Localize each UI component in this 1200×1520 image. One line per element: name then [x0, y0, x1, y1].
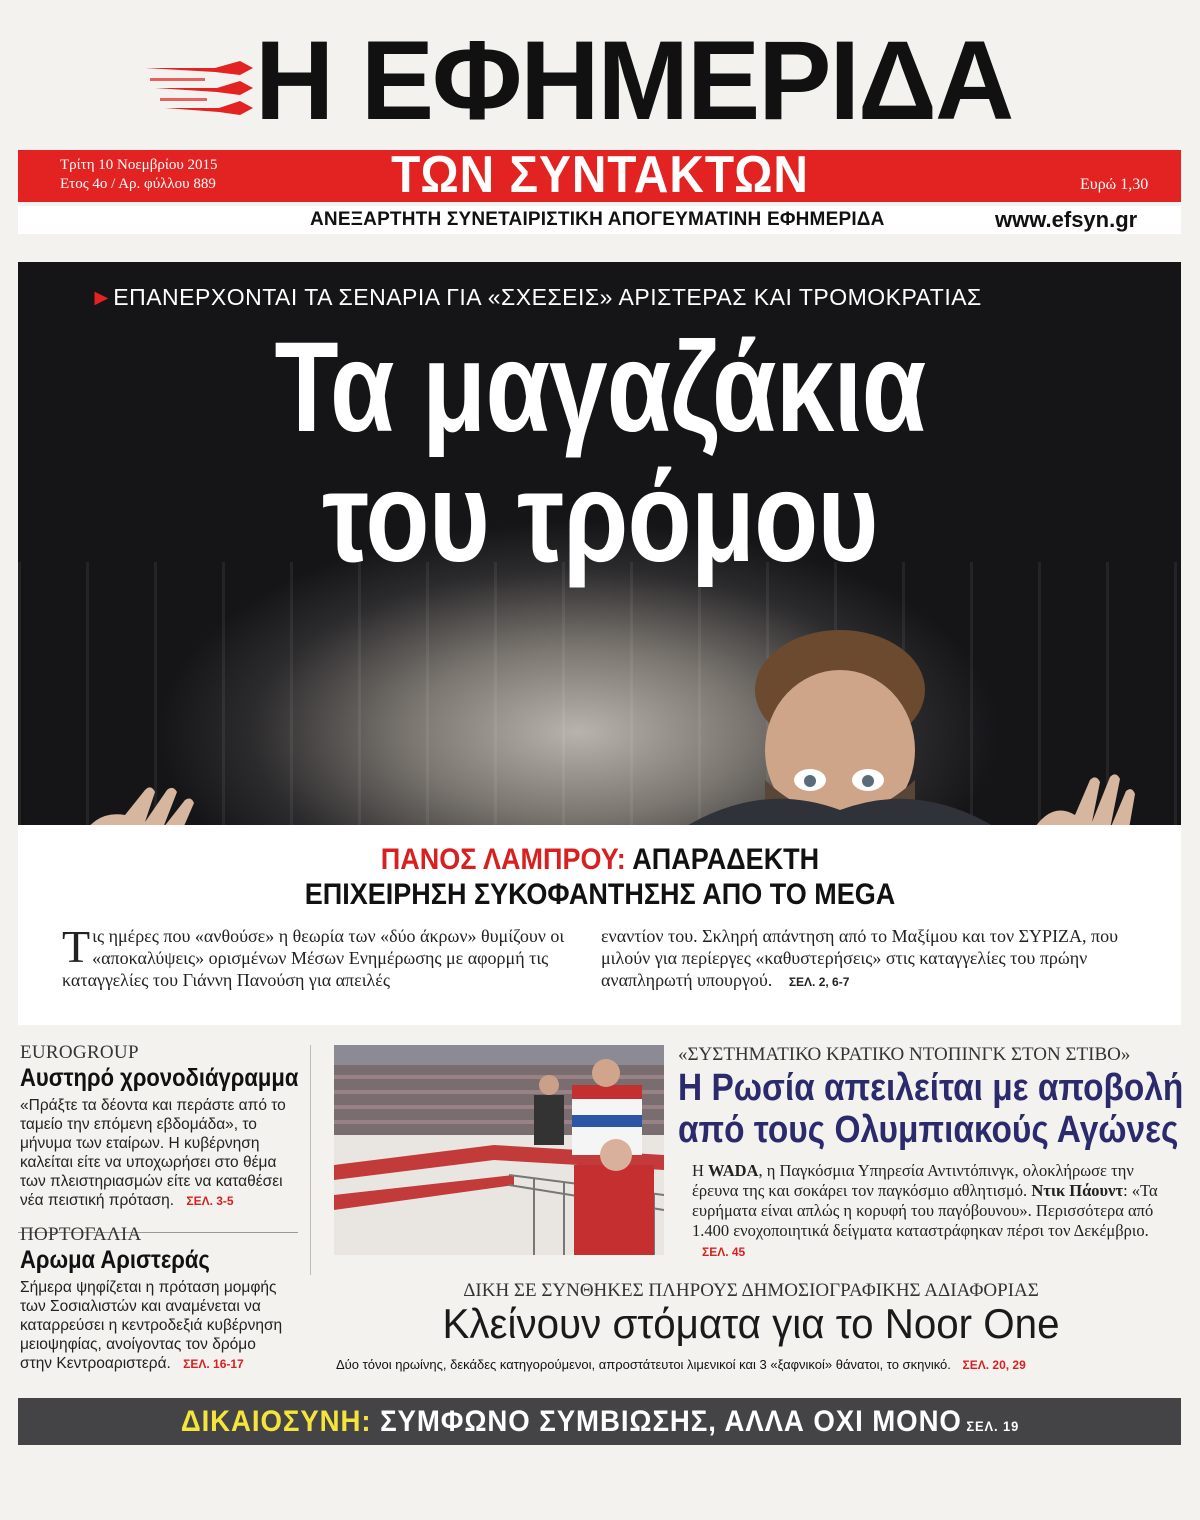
russia-headline-line1: Η Ρωσία απειλείται με αποβολή	[678, 1067, 1184, 1109]
newspaper-title: Η ΕΦΗΜΕΡΙΔΑ	[255, 18, 1013, 143]
arrow-icon: ►	[90, 284, 114, 310]
lead-kicker-text: ΕΠΑΝΕΡΧΟΝΤΑΙ ΤΑ ΣΕΝΑΡΙΑ ΓΙΑ «ΣΧΕΣΕΙΣ» ΑΡΙΣΤΕΡΑΣ ΚΑΙ ΤΡΟΜΟΚΡΑΤΙΑΣ	[113, 284, 982, 310]
lead-headline-line1: Τα μαγαζάκια	[274, 316, 926, 459]
issue-date: Τρίτη 10 Νοεμβρίου 2015	[60, 157, 218, 173]
peeking-man-illustration	[600, 630, 1160, 850]
lead-text-2: εναντίον του. Σκληρή απάντηση από το Μαξίμου και τον ΣΥΡΙΖΑ, που μιλούν για περίεργες «καθυστερήσεις» στις καταγγελίες του πρώην αναπληρωτή υπουργού.	[601, 926, 1119, 990]
issue-number: Ετος 4ο / Αρ. φύλλου 889	[60, 176, 216, 192]
strapline: ΑΝΕΞΑΡΤΗΤΗ ΣΥΝΕΤΑΙΡΙΣΤΙΚΗ ΑΠΟΓΕΥΜΑΤΙΝΗ ΕΦΗΜΕΡΙΔΑ	[310, 209, 885, 230]
drop-cap: Τ	[62, 921, 91, 972]
russia-kicker: «ΣΥΣΤΗΜΑΤΙΚΟ ΚΡΑΤΙΚΟ ΝΤΟΠΙΝΓΚ ΣΤΟΝ ΣΤΙΒΟ»	[678, 1044, 1131, 1065]
pen-nib-logo-icon	[145, 58, 255, 128]
russia-headline-line2: από τους Ολυμπιακούς Αγώνες	[678, 1109, 1179, 1151]
russia-text-1: , η Παγκόσμια Υπηρεσία Αντιντόπινγκ, ολοκλήρωσε την έρευνα της και σοκάρει τον παγκόσμιο αθλητισμό.	[692, 1161, 1134, 1200]
lead-page-ref: ΣΕΛ. 2, 6-7	[788, 975, 850, 989]
lead-kicker	[90, 282, 982, 312]
russia-text	[692, 1161, 1160, 1262]
noor-body: Δύο τόνοι ηρωίνης, δεκάδες κατηγορούμενοι, απροστάτευτοι λιμενικοί και 3 «ξαφνικοί» θάνατοι, το σκηνικό.	[336, 1357, 951, 1372]
newspaper-subtitle: ΤΩΝ ΣΥΝΤΑΚΤΩΝ	[391, 146, 809, 204]
lead-text-1: ις ημέρες που «ανθούσε» η θεωρία των «δύο άκρων» θυμίζουν οι «αποκαλύψεις» ορισμένων Μέσων Ενημέρωσης με αφορμή τις καταγγελίες του Γιάννη Πανούση για απειλές	[62, 926, 565, 990]
subhead-rest: ΑΠΑΡΑΔΕΚΤΗ	[632, 843, 820, 876]
person-name: Ντικ Πάουντ	[1031, 1181, 1124, 1200]
portugal-headline: Αρωμα Αριστεράς	[20, 1246, 210, 1274]
lead-subhead-line2: ΕΠΙΧΕΙΡΗΣΗ ΣΥΚΟΦΑΝΤΗΣΗΣ ΑΠΟ ΤΟ MEGA	[304, 878, 896, 911]
lead-subhead-line1	[60, 843, 1140, 877]
lead-text-column-2	[601, 925, 1121, 993]
lead-text-column-1	[62, 921, 587, 991]
russia-text-2: : «Τα ευρήματα είναι απλώς η κορυφή του παγόβουνου». Περισσότερα από 1.400 ενοχοποιητικά δείγματα καταστράφηκαν πέρσι τον Δεκέμβριο.	[692, 1181, 1158, 1240]
eurogroup-text	[20, 1096, 290, 1211]
portugal-body: Σήμερα ψηφίζεται η πρόταση μομφής των Σοσιαλιστών και αναμένεται να καταρρεύσει η κεντροδεξιά κυβέρνηση μειοψηφίας, ανοίγοντας τον δρόμο στην Κεντροαριστερά.	[20, 1279, 283, 1372]
eurogroup-headline: Αυστηρό χρονοδιάγραμμα	[20, 1064, 299, 1092]
stadium-scene-illustration	[334, 1045, 664, 1255]
eurogroup-page-ref: ΣΕΛ. 3-5	[186, 1194, 234, 1208]
wada-name: WADA	[708, 1161, 759, 1180]
website-link[interactable]: www.efsyn.gr	[995, 207, 1138, 232]
subhead-name: ΠΑΝΟΣ ΛΑΜΠΡΟΥ:	[380, 843, 626, 876]
noor-page-ref: ΣΕΛ. 20, 29	[962, 1358, 1026, 1372]
russia-page-ref: ΣΕΛ. 45	[702, 1245, 746, 1259]
bottom-banner-rest: ΣΥΜΦΩΝΟ ΣΥΜΒΙΩΣΗΣ, ΑΛΛΑ ΟΧΙ ΜΟΝΟ	[371, 1405, 962, 1438]
russia-text-intro: Η	[692, 1161, 709, 1180]
portugal-kicker: ΠΟΡΤΟΓΑΛΙΑ	[20, 1224, 142, 1245]
portugal-page-ref: ΣΕΛ. 16-17	[183, 1357, 244, 1371]
bottom-banner-text	[48, 1404, 1152, 1444]
eurogroup-kicker: EUROGROUP	[20, 1042, 139, 1063]
noor-headline: Κλείνουν στόματα για το Noor One	[442, 1300, 1060, 1347]
price: Ευρώ 1,30	[1080, 176, 1149, 193]
noor-kicker: ΔΙΚΗ ΣΕ ΣΥΝΘΗΚΕΣ ΠΛΗΡΟΥΣ ΔΗΜΟΣΙΟΓΡΑΦΙΚΗΣ ΑΔΙΑΦΟΡΙΑΣ	[463, 1280, 1039, 1301]
column-divider	[310, 1045, 311, 1275]
portugal-text	[20, 1278, 290, 1374]
bottom-banner-page-ref: ΣΕΛ. 19	[961, 1418, 1020, 1434]
bottom-banner-lead: ΔΙΚΑΙΟΣΥΝΗ:	[180, 1405, 372, 1438]
eurogroup-body: «Πράξτε τα δέοντα και περάστε από το ταμείο την επόμενη εβδομάδα», το μήνυμα των εταίρων. Η κυβέρνηση καλείται είτε να υποχωρήσει στο θέμα των πλειστηριασμών είτε να καταθέσει νέα πειστική πρόταση.	[20, 1097, 286, 1209]
stadium-photo	[334, 1045, 664, 1255]
noor-text	[336, 1356, 1186, 1374]
lead-headline-line2: του τρόμου	[322, 446, 878, 589]
